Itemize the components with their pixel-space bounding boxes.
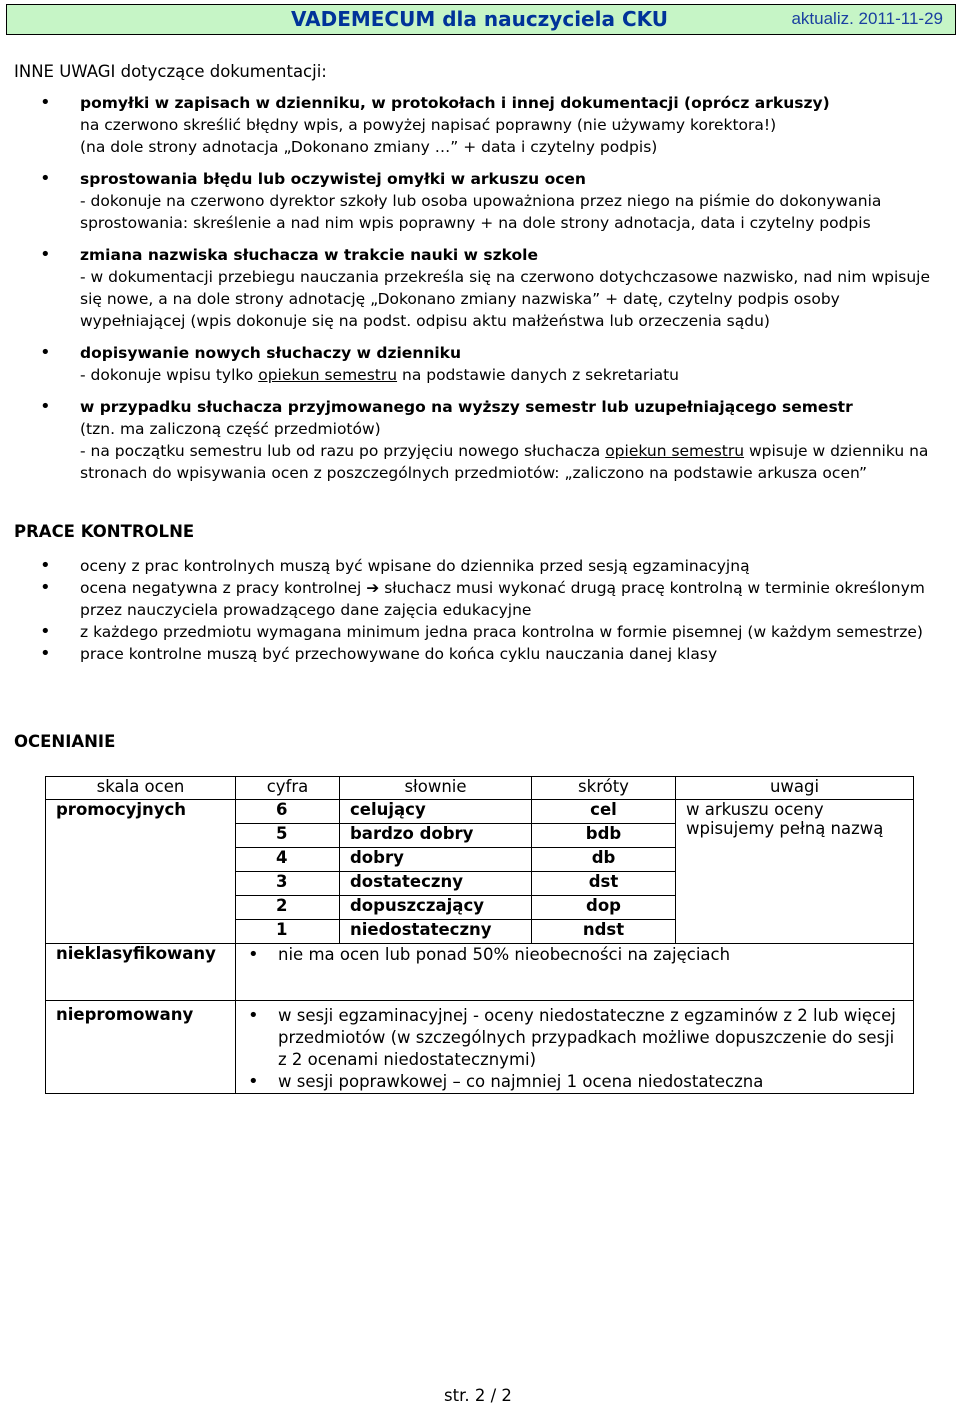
item-text: (na dole strony adnotacja „Dokonano zmiany …” + data i czytelny podpis) [80, 138, 658, 156]
list-item: • prace kontrolne muszą być przechowywane do końca cyklu nauczania danej klasy [80, 643, 950, 665]
list-item [80, 342, 950, 386]
grade-num: 4 [236, 848, 340, 872]
table-header-row [46, 777, 914, 800]
grade-word: niedostateczny [340, 920, 532, 944]
np-label: niepromowany [46, 1001, 236, 1094]
underlined-term: opiekun semestru [258, 366, 398, 384]
np-cell [236, 1001, 914, 1094]
table-row [46, 1001, 914, 1094]
grade-abbr: bdb [532, 824, 676, 848]
grade-abbr: db [532, 848, 676, 872]
text-part: wpisuje w dzienniku na stronach do wpisywania ocen z poszczególnych przedmiotów: „zaliczono na podstawie arkusza ocen” [80, 442, 929, 482]
grade-abbr: dop [532, 896, 676, 920]
text-part: - dokonuje wpisu tylko [80, 366, 259, 384]
list-item [80, 244, 950, 332]
item-text: (tzn. ma zaliczoną część przedmiotów) [80, 420, 381, 438]
column-header: uwagi [676, 777, 914, 800]
item-heading: • pomyłki w zapisach w dzienniku, w protokołach i innej dokumentacji (oprócz arkuszy) [80, 94, 830, 112]
nk-cell [236, 944, 914, 1001]
grade-abbr: ndst [532, 920, 676, 944]
item-heading: • dopisywanie nowych słuchaczy w dzienniku [80, 344, 462, 362]
grade-word: dobry [340, 848, 532, 872]
item-text [80, 364, 950, 386]
item-heading: • w przypadku słuchacza przyjmowanego na wyższy semestr lub uzupełniającego semestr [80, 398, 853, 416]
item-text [80, 440, 950, 484]
list-item: • z każdego przedmiotu wymagana minimum jedna praca kontrolna w formie pisemnej (w każdym semestrze) [80, 621, 950, 643]
item-text: na czerwono skreślić błędny wpis, a powyżej napisać poprawny (nie używamy korektora!) [80, 116, 777, 134]
page-number: str. 2 / 2 [444, 1386, 512, 1405]
section-title-grading: OCENIANIE [14, 732, 116, 751]
nk-text: • nie ma ocen lub ponad 50% nieobecności na zajęciach [248, 944, 903, 966]
doc-title: VADEMECUM dla nauczyciela CKU [291, 7, 669, 31]
grading-table [45, 776, 914, 1094]
text-part: na podstawie danych z sekretariatu [397, 366, 679, 384]
page-header [6, 4, 956, 35]
grade-word: dopuszczający [340, 896, 532, 920]
list-item [80, 396, 950, 484]
item-text: - dokonuje na czerwono dyrektor szkoły lub osoba upoważniona przez niego na piśmie do dokonywania sprostowania: skreślenie a nad nim wpis poprawny + na dole strony adnotacja, data i czytelny podpis [80, 192, 882, 232]
grade-num: 6 [236, 800, 340, 824]
underlined-term: opiekun semestru [605, 442, 745, 460]
column-header: słownie [340, 777, 532, 800]
np-item: • w sesji egzaminacyjnej - oceny niedostateczne z egzaminów z 2 lub więcej przedmiotów (w szczególnych przypadkach możliwe dopuszczenie do sesji z 2 ocenami niedostatecznymi) [248, 1005, 903, 1071]
list-item: • ocena negatywna z pracy kontrolnej ➔ słuchacz musi wykonać drugą pracę kontrolną w terminie określonym przez nauczyciela prowadzącego dane zajęcia edukacyjne [80, 577, 950, 621]
grade-word: dostateczny [340, 872, 532, 896]
list-item [80, 168, 950, 234]
grade-word: bardzo dobry [340, 824, 532, 848]
list-item [80, 92, 950, 158]
grade-remark: w arkuszu oceny wpisujemy pełną nazwą [676, 800, 914, 944]
list-item: • oceny z prac kontrolnych muszą być wpisane do dziennika przed sesją egzaminacyjną [80, 555, 950, 577]
item-heading: • zmiana nazwiska słuchacza w trakcie nauki w szkole [80, 246, 538, 264]
section-title-notes: INNE UWAGI dotyczące dokumentacji: [14, 62, 327, 81]
grade-num: 5 [236, 824, 340, 848]
text-part: - na początku semestru lub od razu po przyjęciu nowego słuchacza [80, 442, 606, 460]
column-header: cyfra [236, 777, 340, 800]
item-heading: • sprostowania błędu lub oczywistej omyłki w arkuszu ocen [80, 170, 586, 188]
grade-abbr: cel [532, 800, 676, 824]
table-row [46, 944, 914, 1001]
grade-word: celujący [340, 800, 532, 824]
tests-list [80, 555, 950, 665]
grade-abbr: dst [532, 872, 676, 896]
item-text: - w dokumentacji przebiegu nauczania przekreśla się na czerwono dotychczasowe nazwisko, nad nim wpisuje się nowe, a na dole strony adnotację „Dokonano zmiany nazwiska” + datę, czytelny podpis osoby wypełniającej (wpis dokonuje się na podst. odpisu aktu małżeństwa lub orzeczenia sądu) [80, 268, 931, 330]
grade-num: 3 [236, 872, 340, 896]
section-title-tests: PRACE KONTROLNE [14, 522, 195, 541]
table-row [46, 800, 914, 824]
np-item: • w sesji poprawkowej – co najmniej 1 ocena niedostateczna [248, 1071, 903, 1093]
grade-num: 2 [236, 896, 340, 920]
grade-num: 1 [236, 920, 340, 944]
update-date: aktualiz. 2011-11-29 [791, 9, 943, 28]
column-header: skróty [532, 777, 676, 800]
promo-label: promocyjnych [46, 800, 236, 944]
nk-label: nieklasyfikowany [46, 944, 236, 1001]
column-header: skala ocen [46, 777, 236, 800]
notes-list [80, 92, 950, 494]
